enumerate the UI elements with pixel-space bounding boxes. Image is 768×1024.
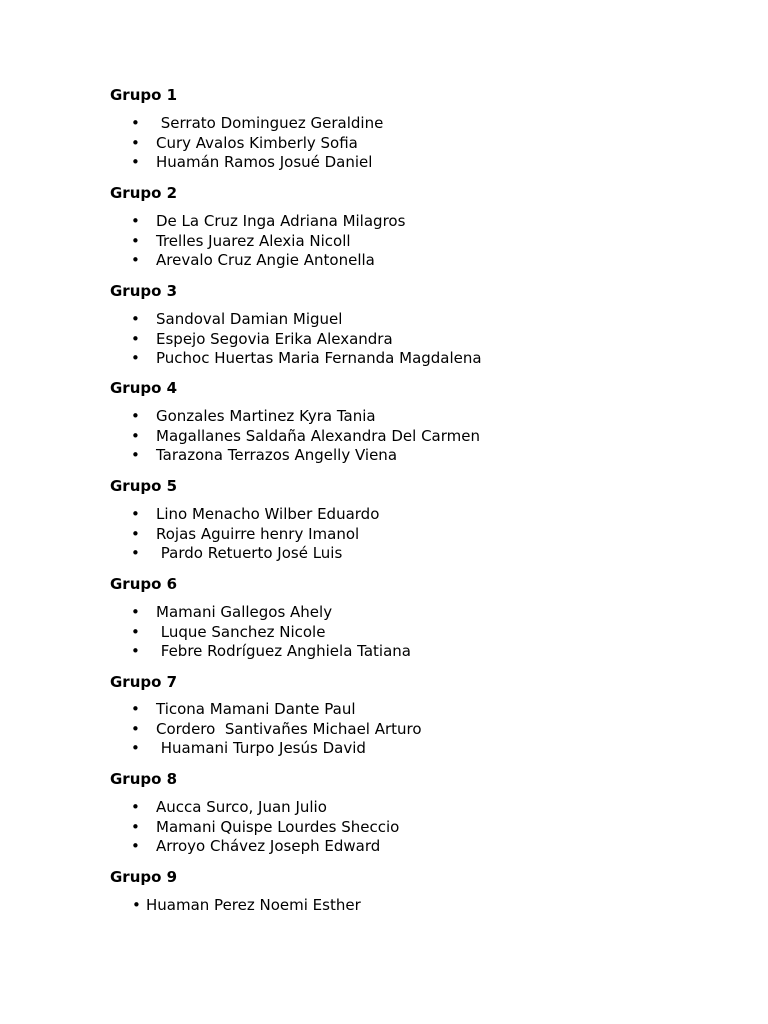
bullet-icon: • [131, 817, 140, 836]
bullet-icon: • [131, 251, 140, 269]
bullet-icon: • [131, 700, 140, 718]
bullet-icon: • [131, 642, 140, 660]
member-name: Rojas Aguirre henry Imanol [156, 524, 360, 543]
member-name: Aucca Surco, Juan Julio [156, 798, 327, 816]
member-name: Cordero Santivañes Michael Arturo [156, 719, 422, 738]
member-name: Luque Sanchez Nicole [156, 622, 326, 641]
bullet-icon: • [131, 349, 140, 367]
bullet-icon: • [131, 114, 140, 132]
bullet-icon: • [131, 310, 140, 328]
bullet-icon: • [131, 798, 140, 816]
group-heading-7: Grupo 7 [110, 673, 178, 691]
member-name: Mamani Gallegos Ahely [156, 603, 333, 621]
member-name: Tarazona Terrazos Angelly Viena [156, 446, 398, 464]
group-heading-9: Grupo 9 [110, 868, 178, 886]
group-heading-1: Grupo 1 [110, 86, 178, 104]
bullet-icon: • [131, 446, 140, 464]
member-name: Febre Rodríguez Anghiela Tatiana [156, 642, 411, 660]
bullet-icon: • [131, 133, 140, 152]
group-heading-6: Grupo 6 [110, 575, 178, 593]
bullet-icon: • [131, 426, 140, 445]
member-name: Puchoc Huertas Maria Fernanda Magdalena [156, 349, 482, 367]
member-name: Gonzales Martinez Kyra Tania [156, 407, 376, 425]
group-heading-3: Grupo 3 [110, 282, 178, 300]
member-name: Pardo Retuerto José Luis [156, 544, 343, 562]
group-heading-8: Grupo 8 [110, 770, 178, 788]
member-name: Cury Avalos Kimberly Sofia [156, 133, 358, 152]
bullet-icon: • [131, 603, 140, 621]
member-name: Huaman Perez Noemi Esther [146, 896, 361, 914]
member-name: Mamani Quispe Lourdes Sheccio [156, 817, 400, 836]
member-name: Magallanes Saldaña Alexandra Del Carmen [156, 426, 481, 445]
member-name: Espejo Segovia Erika Alexandra [156, 329, 393, 348]
member-name: Huamán Ramos Josué Daniel [156, 153, 373, 171]
group-heading-2: Grupo 2 [110, 184, 178, 202]
bullet-icon: • [131, 505, 140, 523]
group-heading-4: Grupo 4 [110, 379, 178, 397]
bullet-icon: • [131, 719, 140, 738]
bullet-icon: • [131, 837, 140, 855]
member-name: Lino Menacho Wilber Eduardo [156, 505, 380, 523]
member-name: Ticona Mamani Dante Paul [156, 700, 356, 718]
member-name: Sandoval Damian Miguel [156, 310, 343, 328]
bullet-icon: • [131, 231, 140, 250]
bullet-icon: • [131, 212, 140, 230]
member-name: De La Cruz Inga Adriana Milagros [156, 212, 406, 230]
bullet-icon: • [131, 739, 140, 757]
bullet-icon: • [131, 329, 140, 348]
group-heading-5: Grupo 5 [110, 477, 178, 495]
member-name: Trelles Juarez Alexia Nicoll [156, 231, 351, 250]
member-name: Arevalo Cruz Angie Antonella [156, 251, 375, 269]
bullet-icon: • [131, 544, 140, 562]
bullet-icon: • [131, 407, 140, 425]
member-name: Huamani Turpo Jesús David [156, 739, 366, 757]
member-name: Serrato Dominguez Geraldine [156, 114, 384, 132]
bullet-icon: • [131, 524, 140, 543]
member-name: Arroyo Chávez Joseph Edward [156, 837, 381, 855]
bullet-icon: • [131, 153, 140, 171]
bullet-icon: • [132, 896, 141, 914]
bullet-icon: • [131, 622, 140, 641]
